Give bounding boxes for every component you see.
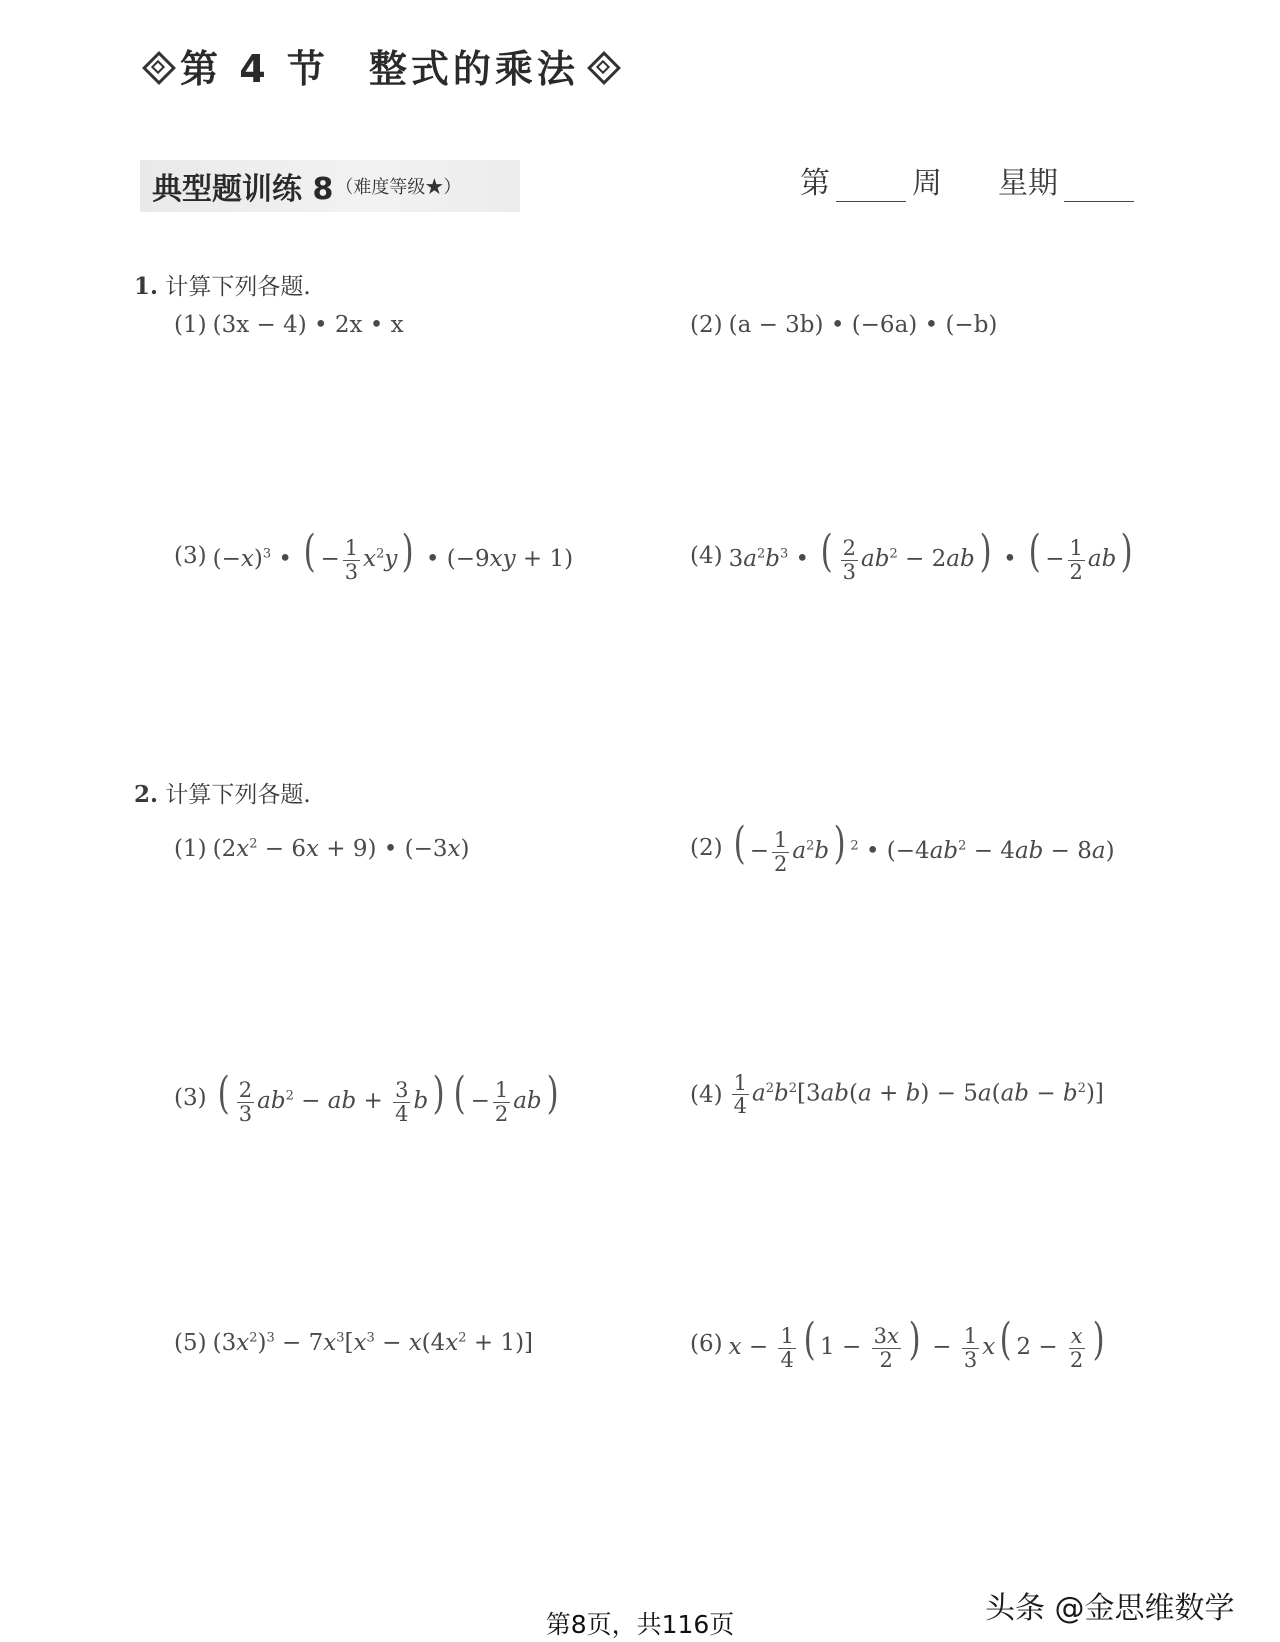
weekday-blank [1064, 171, 1134, 202]
practice-header [140, 160, 520, 212]
problem-2-1 [174, 836, 470, 862]
section-number: 第 4 节 [180, 47, 329, 91]
section-title [134, 38, 625, 93]
problem-expression: ( − $\frac{1}{2}$ $a^2b$ ) $^2$ • $(-4ab^2 - 4ab - 8a)$ [733, 818, 1115, 876]
watermark: 头条 @金思维数学 [985, 1591, 1235, 1626]
problem-expression: (a − 3b) • (−6a) • (−b) [728, 312, 998, 338]
problem-2-2 [690, 818, 1115, 876]
problem-expression: x − $\frac{1}{4}$ ( 1 − $\frac{3x}{2}$ ) − $\frac{1}{3}$ x ( 2 − $\frac{x}{2}$ ) [728, 1314, 1105, 1372]
question-2-heading [134, 776, 311, 809]
difficulty-label: （难度等级★） [335, 177, 462, 198]
problem-expression: ( $\frac{2}{3}$ $ab^2$ − ab + $\frac{3}{4}$ b ) ( − $\frac{1}{2}$ ab ) [217, 1068, 559, 1126]
problem-expression: $3a^2b^3$ • ( $\frac{2}{3}$ $ab^2 - 2ab$ ) • ( − $\frac{1}{2}$ ab ) [728, 526, 1133, 584]
problem-label: (3) [174, 543, 207, 570]
question-1-heading [134, 268, 311, 301]
problem-1-4 [690, 526, 1138, 584]
problem-label: (5) [174, 1330, 207, 1356]
problem-2-5 [174, 1330, 533, 1356]
schedule-line [800, 158, 1140, 202]
diamond-icon [589, 53, 615, 79]
problem-expression: $\frac{1}{4}$ $a^2b^2[3ab(a + b) - 5a(ab - b^2)]$ [733, 1071, 1104, 1119]
problem-expression: $(2x^2 - 6x + 9)$ • (−3x) [212, 836, 470, 862]
question-prompt: 计算下列各题. [165, 782, 311, 808]
problem-1-2 [690, 312, 997, 338]
weekday-label: 星期 [998, 166, 1058, 201]
problem-label: (4) [690, 1081, 723, 1108]
week-label-before: 第 [800, 166, 830, 201]
problem-expression: $(3x^2)^3 - 7x^3[x^3 - x(4x^2 + 1)]$ [212, 1330, 534, 1356]
practice-title: 典型题训练 8 [152, 172, 334, 207]
diamond-icon [144, 53, 170, 79]
problem-2-3 [174, 1068, 563, 1126]
problem-expression: (3x − 4) • 2x • x [212, 312, 404, 338]
problem-label: (4) [690, 543, 723, 570]
problem-label: (6) [690, 1331, 723, 1358]
problem-expression: $(-x)^3$ • ( − $\frac{1}{3}$ $x^2y$ ) • (−9xy + 1) [212, 526, 574, 584]
page-footer: 第8页，共116页 [545, 1610, 735, 1639]
problem-1-3 [174, 526, 574, 584]
problem-label: (2) [690, 835, 723, 862]
problem-1-1 [174, 312, 404, 338]
problem-label: (1) [174, 312, 207, 338]
question-number: 2. [134, 781, 159, 808]
problem-label: (1) [174, 836, 207, 862]
problem-2-6 [690, 1314, 1109, 1372]
section-name: 整式的乘法 [368, 47, 579, 91]
week-label-after: 周 [912, 166, 942, 201]
problem-label: (2) [690, 312, 723, 338]
question-prompt: 计算下列各题. [165, 274, 311, 300]
problem-label: (3) [174, 1085, 207, 1112]
question-number: 1. [134, 273, 159, 300]
week-blank [836, 171, 906, 202]
problem-2-4 [690, 1072, 1104, 1117]
